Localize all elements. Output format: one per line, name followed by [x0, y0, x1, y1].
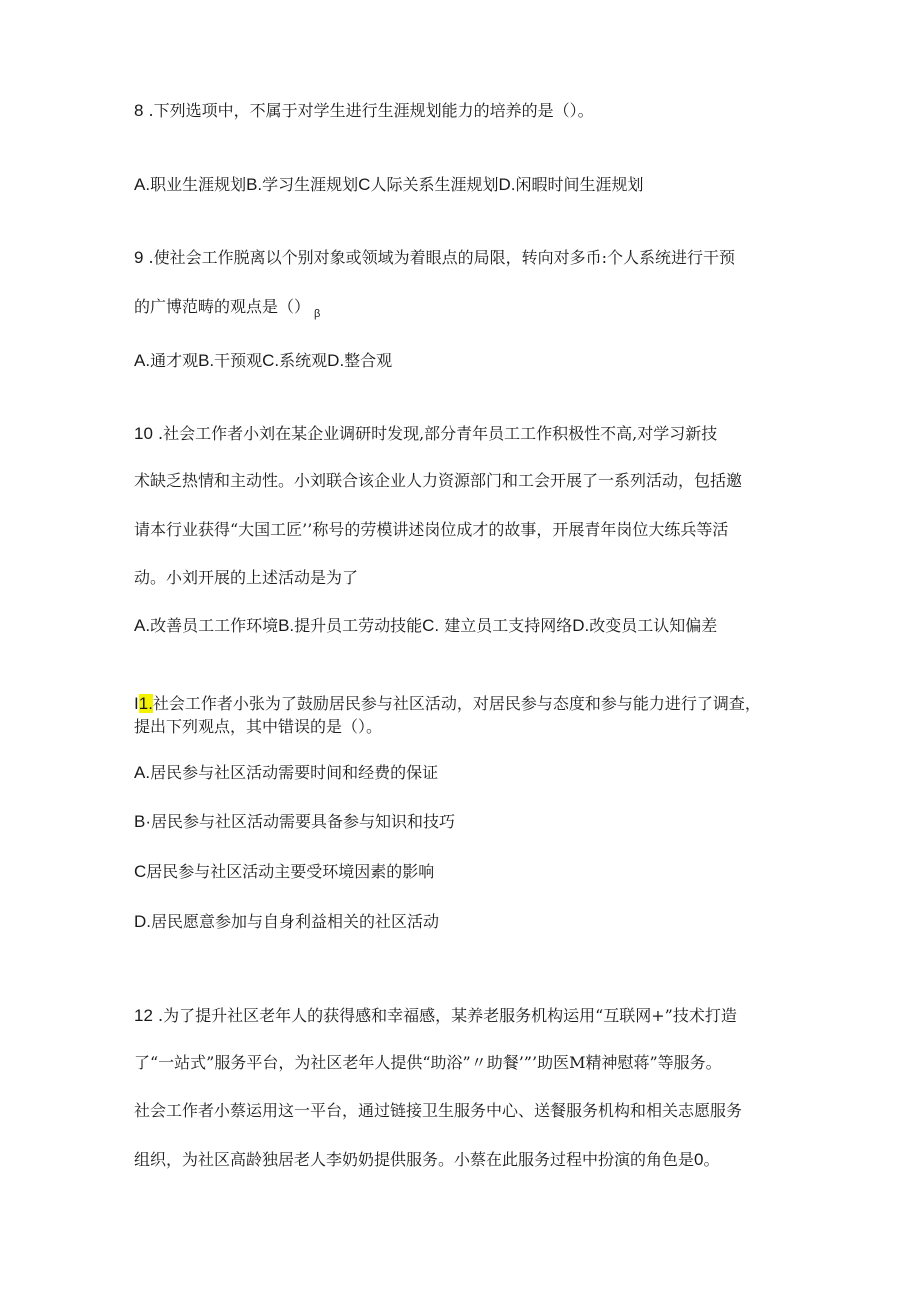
- q11-number-highlight: 1.: [138, 694, 153, 713]
- q8-number: 8: [134, 101, 144, 120]
- q9-stem-line-2: 的广博范畴的观点是（） $_\beta$: [134, 297, 321, 320]
- q11-option-c[interactable]: C居民参与社区活动主要受环境因素的影响: [134, 862, 435, 881]
- q8-stem-text: .下列选项中，不属于对学生进行生涯规划能力的培养的是（）。: [143, 101, 594, 120]
- q11-number-prefix: I: [134, 694, 139, 713]
- q11-option-a[interactable]: A.居民参与社区活动需要时间和经费的保证: [134, 763, 439, 782]
- q9-options: [134, 351, 392, 371]
- q10-stem-line-4: 动。小刘开展的上述活动是为了: [134, 568, 359, 587]
- q10-number: 10: [134, 424, 153, 443]
- q9-option-c[interactable]: C.系统观: [262, 351, 328, 370]
- q11-stem-line-2: 提出下列观点，其中错误的是（）。: [134, 717, 383, 736]
- q12-answer-blank: 0: [694, 1150, 704, 1169]
- q8-option-d[interactable]: D.闲暇时间生涯规划: [498, 175, 644, 194]
- q10-stem-line-1: 10 .社会工作者小刘在某企业调研时发现,部分青年员工工作积极性不高,对学习新技: [134, 424, 718, 443]
- q9-stem-mark: β: [314, 308, 321, 320]
- q12-stem-line-1: 12 .为了提升社区老年人的获得感和幸福感，某养老服务机构运用“互联网+”技术打造: [134, 1006, 737, 1025]
- q9-number: 9: [134, 248, 144, 267]
- q8-option-b[interactable]: B.学习生涯规划: [246, 175, 359, 194]
- q8-option-a[interactable]: A.职业生涯规划: [134, 175, 247, 194]
- q10-option-a[interactable]: A.改善员工工作环境: [134, 616, 279, 635]
- q12-stem-line-2: 了“一站式”服务平台，为社区老年人提供“助浴”〃助餐’”’助医M精神慰蒋”等服务。: [134, 1053, 722, 1072]
- q11-stem-line-1: I1.社会工作者小张为了鼓励居民参与社区活动，对居民参与态度和参与能力进行了调查，: [134, 694, 761, 713]
- q8-stem: [134, 101, 594, 121]
- q12-stem-line-3: 社会工作者小蔡运用这一平台，通过链接卫生服务中心、送餐服务机构和相关志愿服务: [134, 1101, 743, 1120]
- q10-stem-line-3: 请本行业获得“大国工匠’’称号的劳模讲述岗位成才的故事，开展青年岗位大练兵等活: [134, 520, 729, 539]
- q9-option-a[interactable]: A.通才观: [134, 351, 199, 370]
- q12-number: 12: [134, 1006, 153, 1025]
- q8-options: [134, 175, 643, 195]
- q10-options: [134, 616, 717, 636]
- q8-option-c[interactable]: C人际关系生涯规划: [358, 175, 499, 194]
- q10-option-c[interactable]: C. 建立员工支持网络: [422, 616, 573, 635]
- q9-stem-line-1: 9 .使社会工作脱离以个别对象或领域为着眼点的局限，转向对多币:个人系统进行干预: [134, 248, 736, 267]
- q10-option-b[interactable]: B.提升员工劳动技能: [278, 616, 423, 635]
- q12-stem-line-4: 组织，为社区高龄独居老人李奶奶提供服务。小蔡在此服务过程中扮演的角色是0。: [134, 1150, 720, 1169]
- q11-option-d[interactable]: D.居民愿意参加与自身利益相关的社区活动: [134, 912, 440, 931]
- q9-option-b[interactable]: B.干预观: [198, 351, 263, 370]
- q11-option-b[interactable]: B·居民参与社区活动需要具备参与知识和技巧: [134, 812, 456, 831]
- q9-option-d[interactable]: D.整合观: [327, 351, 393, 370]
- q10-stem-line-2: 术缺乏热情和主动性。小刘联合该企业人力资源部门和工会开展了一系列活动，包括邀: [134, 471, 743, 490]
- q10-option-d[interactable]: D.改变员工认知偏差: [572, 616, 718, 635]
